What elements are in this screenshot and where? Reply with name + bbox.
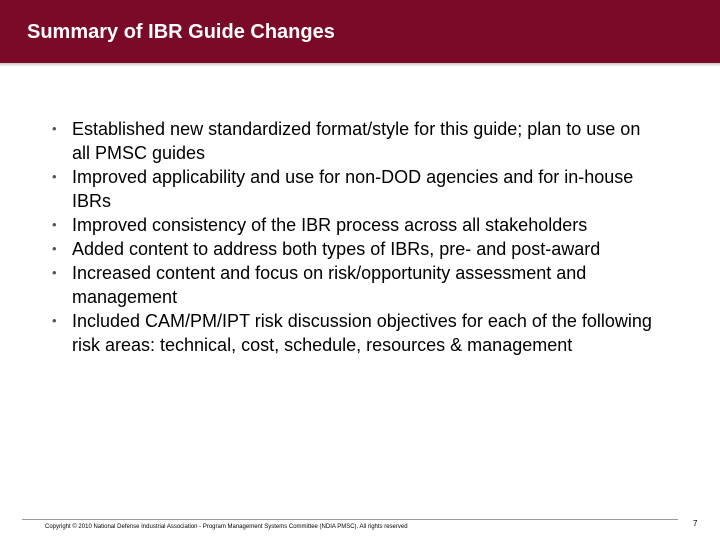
bullet-text: Improved consistency of the IBR process across all stakeholders bbox=[72, 215, 588, 235]
bullet-item bbox=[52, 261, 662, 309]
footer-copyright: Copyright © 2010 National Defense Industrial Association - Program Management Systems Committee (NDIA PMSC). All rights reserved bbox=[45, 524, 408, 530]
bullet-item bbox=[52, 309, 662, 357]
page-number: 7 bbox=[693, 519, 698, 528]
title-shadow bbox=[0, 63, 720, 67]
bullet-item bbox=[52, 165, 662, 213]
bullet-list bbox=[52, 117, 662, 357]
bullet-icon: • bbox=[52, 169, 57, 184]
bullet-item bbox=[52, 213, 662, 237]
bullet-item bbox=[52, 117, 662, 165]
bullet-icon: • bbox=[52, 241, 57, 256]
title-bar bbox=[0, 0, 720, 63]
bullet-icon: • bbox=[52, 217, 57, 232]
bullet-icon: • bbox=[52, 121, 57, 136]
bullet-text: Improved applicability and use for non-DOD agencies and for in-house IBRs bbox=[72, 167, 634, 211]
bullet-icon: • bbox=[52, 313, 57, 328]
bullet-text: Included CAM/PM/IPT risk discussion objectives for each of the following risk areas: technical, cost, schedule, resources & management bbox=[72, 311, 652, 355]
bullet-text: Added content to address both types of IBRs, pre- and post-award bbox=[72, 239, 601, 259]
bullet-text: Increased content and focus on risk/opportunity assessment and management bbox=[72, 263, 587, 307]
slide-title: Summary of IBR Guide Changes bbox=[27, 21, 335, 43]
bullet-item bbox=[52, 237, 662, 261]
bullet-text: Established new standardized format/style for this guide; plan to use on all PMSC guides bbox=[72, 119, 641, 163]
footer-divider bbox=[22, 519, 678, 520]
bullet-icon: • bbox=[52, 265, 57, 280]
